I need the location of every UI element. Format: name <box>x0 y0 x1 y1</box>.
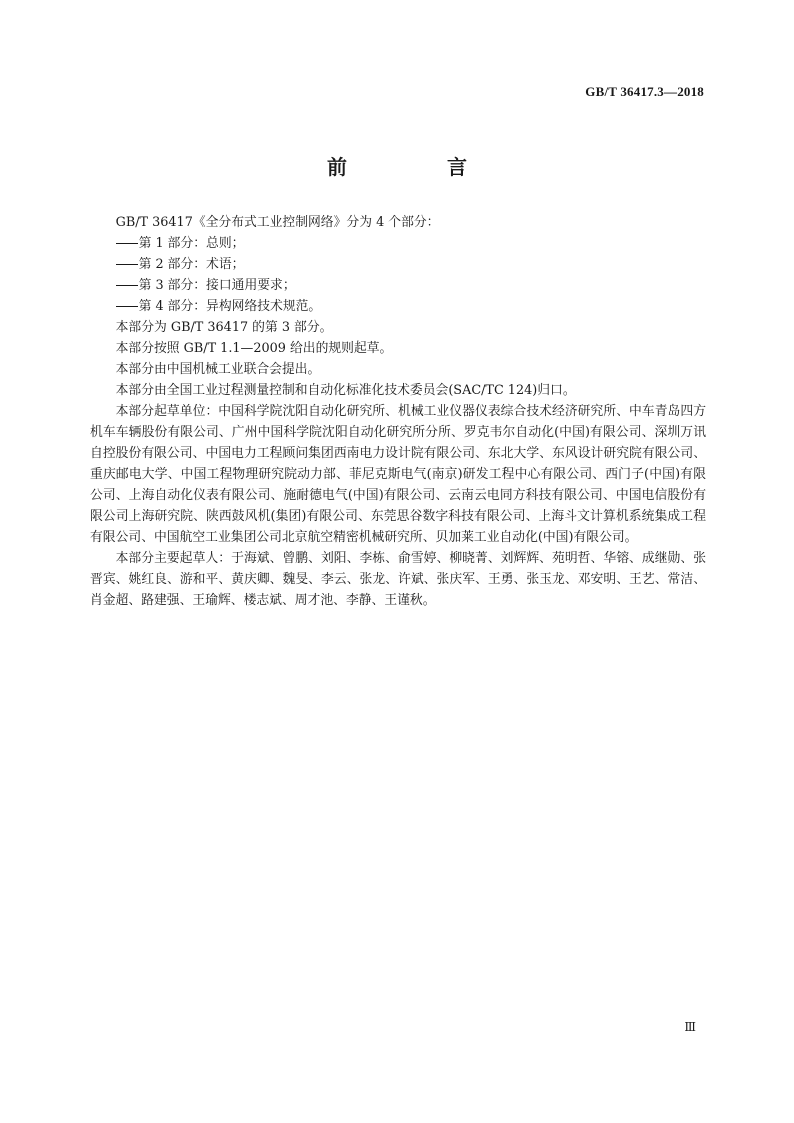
dash-mark <box>116 264 138 265</box>
document-body <box>90 212 706 611</box>
list-item-text: 第 4 部分：异构网络技术规范。 <box>138 299 322 314</box>
list-item <box>90 296 706 317</box>
page-title: 前 言 <box>327 155 507 179</box>
dash-mark <box>116 285 138 286</box>
standard-code: GB/T 36417.3—2018 <box>585 84 704 99</box>
paragraph: 本部分由全国工业过程测量控制和自动化标准化技术委员会(SAC/TC 124)归口。 <box>115 383 576 398</box>
paragraph: 本部分按照 GB/T 1.1—2009 给出的规则起草。 <box>115 341 393 356</box>
intro-paragraph: GB/T 36417《全分布式工业控制网络》分为 4 个部分： <box>115 215 440 230</box>
drafters-paragraph: 本部分主要起草人：于海斌、曾鹏、刘阳、李栋、俞雪婷、柳晓菁、刘辉辉、苑明哲、华镕、成继勋、张晋宾、姚红良、游和平、黄庆卿、魏旻、李云、张龙、许斌、张庆军、王勇、张玉龙、邓安明、王艺、常洁、肖金超、路建强、王瑜辉、楼志斌、周才池、李静、王谨秋。 <box>90 551 706 608</box>
drafting-units-paragraph: 本部分起草单位：中国科学院沈阳自动化研究所、机械工业仪器仪表综合技术经济研究所、中车青岛四方机车车辆股份有限公司、广州中国科学院沈阳自动化研究所分所、罗克韦尔自动化(中国)有限公司、深圳万讯自控股份有限公司、中国电力工程顾问集团西南电力设计院有限公司、东北大学、东风设计研究院有限公司、重庆邮电大学、中国工程物理研究院动力部、菲尼克斯电气(南京)研发工程中心有限公司、西门子(中国)有限公司、上海自动化仪表有限公司、施耐德电气(中国)有限公司、云南云电同方科技有限公司、中国电信股份有限公司上海研究院、陕西鼓风机(集团)有限公司、东莞思谷数字科技有限公司、上海斗文计算机系统集成工程有限公司、中国航空工业集团公司北京航空精密机械研究所、贝加莱工业自动化(中国)有限公司。 <box>90 404 706 545</box>
list-item <box>90 275 706 296</box>
paragraph: 本部分为 GB/T 36417 的第 3 部分。 <box>115 320 333 335</box>
page-number: Ⅲ <box>684 1020 696 1034</box>
dash-mark <box>116 306 138 307</box>
paragraph: 本部分由中国机械工业联合会提出。 <box>115 362 321 377</box>
list-item-text: 第 1 部分：总则； <box>138 236 245 251</box>
list-item <box>90 254 706 275</box>
list-item-text: 第 3 部分：接口通用要求； <box>138 278 296 293</box>
list-item <box>90 233 706 254</box>
list-item-text: 第 2 部分：术语； <box>138 257 245 272</box>
dash-mark <box>116 243 138 244</box>
